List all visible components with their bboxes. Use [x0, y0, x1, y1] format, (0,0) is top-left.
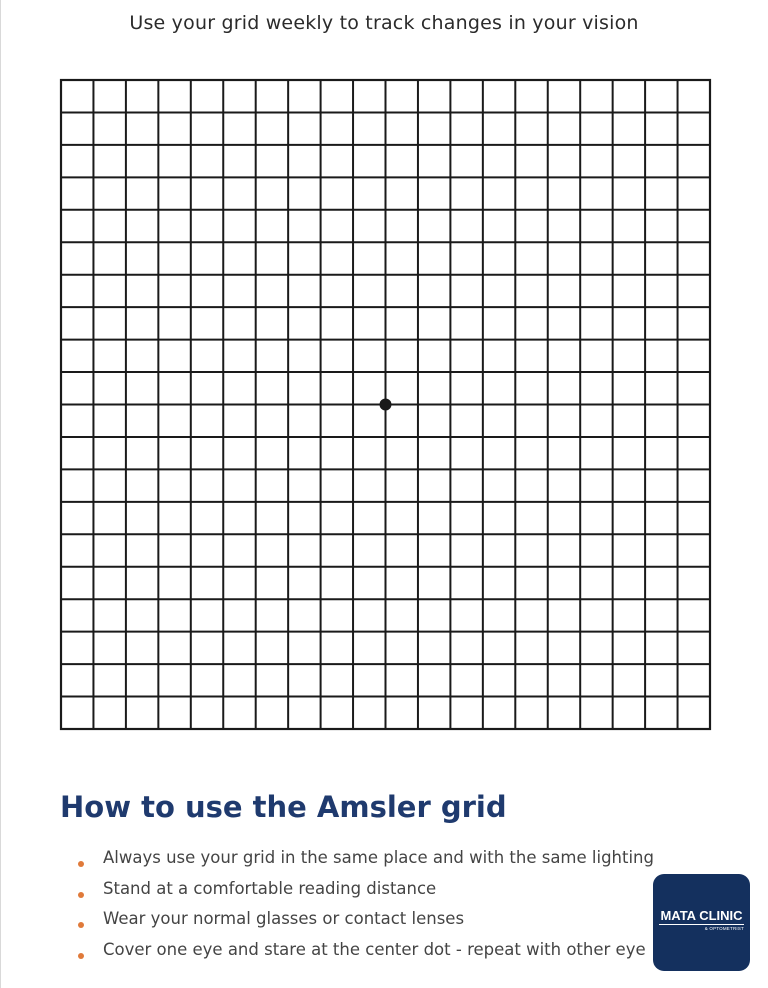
instruction-text: Stand at a comfortable reading distance: [103, 878, 437, 898]
header-text: Use your grid weekly to track changes in your vision: [129, 12, 639, 34]
bullet-dot-icon: [78, 892, 84, 898]
instruction-text: Wear your normal glasses or contact lenses: [103, 909, 465, 928]
list-item: [78, 876, 654, 907]
clinic-logo: [653, 874, 750, 971]
bullet-dot-icon: [78, 953, 84, 959]
logo-name: MATA CLINIC: [660, 908, 743, 923]
logo-subtitle: & OPTOMETRIST: [704, 926, 744, 931]
section-title: How to use the Amsler grid: [60, 790, 507, 824]
list-item: [78, 937, 654, 968]
list-item: [78, 906, 654, 937]
bullet-dot-icon: [78, 861, 84, 867]
instruction-text: Cover one eye and stare at the center dot - repeat with other eye: [103, 939, 646, 959]
list-item: [78, 845, 654, 876]
logo-underline: [659, 924, 744, 925]
instruction-text: Always use your grid in the same place and with the same lighting: [103, 848, 654, 867]
center-dot: [380, 399, 392, 411]
instruction-list: [78, 845, 654, 967]
bullet-dot-icon: [78, 922, 84, 928]
